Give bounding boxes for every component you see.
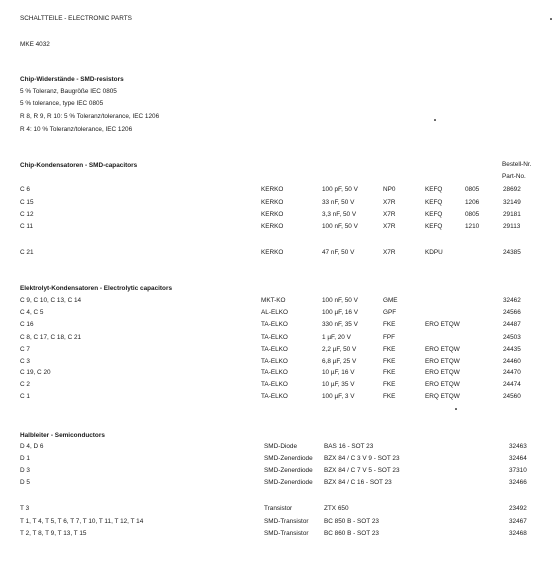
value: 2,2 µF, 50 V <box>322 346 357 353</box>
semiconductors-heading: Halbleiter - Semiconductors <box>20 432 105 439</box>
electrolytic-row <box>0 394 560 403</box>
part-number: 24560 <box>503 393 521 400</box>
type: SMD-Transistor <box>264 518 309 525</box>
capacitor-row <box>0 224 560 233</box>
type: TA-ELKO <box>261 321 288 328</box>
model-number: MKE 4032 <box>20 41 50 48</box>
part-number: 24566 <box>503 309 521 316</box>
electrolytic-row <box>0 335 560 344</box>
code: FKE <box>383 321 396 328</box>
part-number: 32468 <box>509 530 527 537</box>
resistor-spec-line: 5 % tolerance, type IEC 0805 <box>20 100 104 107</box>
electrolytic-row <box>0 382 560 391</box>
size-code: 1210 <box>465 223 480 230</box>
ref: C 9, C 10, C 13, C 14 <box>20 297 82 304</box>
resistor-spec-line: R 8, R 9, R 10: 5 % Toleranz/tolerance, IEC 1206 <box>20 113 160 120</box>
scan-speck <box>434 119 436 121</box>
capacitor-row <box>0 200 560 209</box>
type: KERKO <box>261 249 284 256</box>
part-number: 32463 <box>509 443 527 450</box>
ref: C 6 <box>20 186 30 193</box>
extra-code: ERO ETQW <box>425 346 460 353</box>
ref: D 4, D 6 <box>20 443 44 450</box>
part-number: 23492 <box>509 505 527 512</box>
extra-code: ERO ETQW <box>425 321 460 328</box>
ref: D 5 <box>20 479 30 486</box>
part-number: 32466 <box>509 479 527 486</box>
ref: C 3 <box>20 358 30 365</box>
ref: C 12 <box>20 211 34 218</box>
type: TA-ELKO <box>261 358 288 365</box>
type: AL-ELKO <box>261 309 288 316</box>
ref: C 16 <box>20 321 34 328</box>
type: SMD-Zenerdiode <box>264 455 313 462</box>
value: 100 µF, 16 V <box>322 309 359 316</box>
type: SMD-Zenerdiode <box>264 479 313 486</box>
ref: D 3 <box>20 467 30 474</box>
code: FKE <box>383 393 396 400</box>
capacitor-row <box>0 187 560 196</box>
scan-speck <box>455 408 457 410</box>
size-code: 0805 <box>465 186 480 193</box>
semiconductor-row <box>0 468 560 477</box>
extra-code: ERO ETQW <box>425 381 460 388</box>
part-number: 24460 <box>503 358 521 365</box>
part-number: 24385 <box>503 249 521 256</box>
type: TA-ELKO <box>261 334 288 341</box>
value: 47 nF, 50 V <box>322 249 355 256</box>
electrolytic-row <box>0 370 560 379</box>
part-number: 32462 <box>503 297 521 304</box>
code: FPF <box>383 334 396 341</box>
ref: C 1 <box>20 393 30 400</box>
order-number-header-en: Part-No. <box>502 173 526 180</box>
part-number: 24487 <box>503 321 521 328</box>
type: KERKO <box>261 186 284 193</box>
extra-code: ERO ETQW <box>425 358 460 365</box>
capacitor-row <box>0 212 560 221</box>
type: MKT-KO <box>261 297 286 304</box>
type: SMD-Diode <box>264 443 298 450</box>
resistor-spec-line: 5 % Toleranz, Baugröße IEC 0805 <box>20 88 117 95</box>
semiconductor-row <box>0 480 560 489</box>
semiconductor-row <box>0 456 560 465</box>
document-title: SCHALTTEILE - ELECTRONIC PARTS <box>20 15 132 22</box>
extra-code: ERO ETQW <box>425 369 460 376</box>
type: TA-ELKO <box>261 346 288 353</box>
value: 100 nF, 50 V <box>322 223 358 230</box>
part-number: 24474 <box>503 381 521 388</box>
ref: T 2, T 8, T 9, T 13, T 15 <box>20 530 87 537</box>
part-number: 29113 <box>503 223 521 230</box>
manufacturer-code: KEFQ <box>425 211 443 218</box>
resistor-spec-line: R 4: 10 % Toleranz/tolerance, IEC 1206 <box>20 126 133 133</box>
ref: C 2 <box>20 381 30 388</box>
code: FKE <box>383 369 396 376</box>
capacitor-row <box>0 250 560 259</box>
ref: C 19, C 20 <box>20 369 51 376</box>
manufacturer-code: KDPU <box>425 249 443 256</box>
code: FKE <box>383 346 396 353</box>
dielectric: X7R <box>383 211 396 218</box>
value: 330 nF, 35 V <box>322 321 358 328</box>
part-number: 28692 <box>503 186 521 193</box>
value: 10 µF, 16 V <box>322 369 355 376</box>
type: SMD-Zenerdiode <box>264 467 313 474</box>
semiconductor-row <box>0 519 560 528</box>
value: 1 µF, 20 V <box>322 334 351 341</box>
type: TA-ELKO <box>261 369 288 376</box>
scan-speck <box>550 18 552 20</box>
description: BAS 16 - SOT 23 <box>324 443 374 450</box>
type: KERKO <box>261 211 284 218</box>
dielectric: X7R <box>383 199 396 206</box>
ref: D 1 <box>20 455 30 462</box>
code: GPF <box>383 309 397 316</box>
ref: C 11 <box>20 223 34 230</box>
ref: C 4, C 5 <box>20 309 44 316</box>
manufacturer-code: KEFQ <box>425 223 443 230</box>
part-number: 37310 <box>509 467 527 474</box>
electrolytic-heading: Elektrolyt-Kondensatoren - Electrolytic capacitors <box>20 285 172 292</box>
value: 3,3 nF, 50 V <box>322 211 357 218</box>
capacitors-heading: Chip-Kondensatoren - SMD-capacitors <box>20 162 138 169</box>
size-code: 0805 <box>465 211 480 218</box>
ref: C 15 <box>20 199 34 206</box>
description: BC 860 B - SOT 23 <box>324 530 379 537</box>
dielectric: X7R <box>383 249 396 256</box>
value: 6,8 µF, 25 V <box>322 358 357 365</box>
description: BZX 84 / C 16 - SOT 23 <box>324 479 392 486</box>
electrolytic-row <box>0 347 560 356</box>
description: BC 850 B - SOT 23 <box>324 518 379 525</box>
value: 10 µF, 35 V <box>322 381 355 388</box>
code: FKE <box>383 358 396 365</box>
semiconductor-row <box>0 531 560 540</box>
part-number: 32464 <box>509 455 527 462</box>
electrolytic-row <box>0 322 560 331</box>
ref: C 21 <box>20 249 34 256</box>
ref: C 8, C 17, C 18, C 21 <box>20 334 82 341</box>
manufacturer-code: KEFQ <box>425 199 443 206</box>
code: FKE <box>383 381 396 388</box>
electrolytic-row <box>0 359 560 368</box>
type: Transistor <box>264 505 293 512</box>
type: TA-ELKO <box>261 381 288 388</box>
part-number: 32149 <box>503 199 521 206</box>
type: KERKO <box>261 223 284 230</box>
type: KERKO <box>261 199 284 206</box>
ref: T 3 <box>20 505 30 512</box>
value: 100 pF, 50 V <box>322 186 358 193</box>
dielectric: X7R <box>383 223 396 230</box>
value: 100 nF, 50 V <box>322 297 358 304</box>
type: TA-ELKO <box>261 393 288 400</box>
description: BZX 84 / C 3 V 9 - SOT 23 <box>324 455 400 462</box>
part-number: 24435 <box>503 346 521 353</box>
extra-code: ERQ ETQW <box>425 393 460 400</box>
part-number: 24470 <box>503 369 521 376</box>
value: 100 µF, 3 V <box>322 393 355 400</box>
dielectric: NP0 <box>383 186 396 193</box>
manufacturer-code: KEFQ <box>425 186 443 193</box>
size-code: 1206 <box>465 199 480 206</box>
semiconductor-row <box>0 444 560 453</box>
code: GME <box>383 297 398 304</box>
description: ZTX 650 <box>324 505 349 512</box>
ref: C 7 <box>20 346 30 353</box>
part-number: 24503 <box>503 334 521 341</box>
electrolytic-row <box>0 310 560 319</box>
electrolytic-row <box>0 298 560 307</box>
part-number: 29181 <box>503 211 521 218</box>
resistors-heading: Chip-Widerstände - SMD-resistors <box>20 76 124 83</box>
value: 33 nF, 50 V <box>322 199 355 206</box>
type: SMD-Transistor <box>264 530 309 537</box>
part-number: 32467 <box>509 518 527 525</box>
semiconductor-row <box>0 506 560 515</box>
ref: T 1, T 4, T 5, T 6, T 7, T 10, T 11, T 12, T 14 <box>20 518 144 525</box>
order-number-header-de: Bestell-Nr. <box>502 161 532 168</box>
description: BZX 84 / C 7 V 5 - SOT 23 <box>324 467 400 474</box>
